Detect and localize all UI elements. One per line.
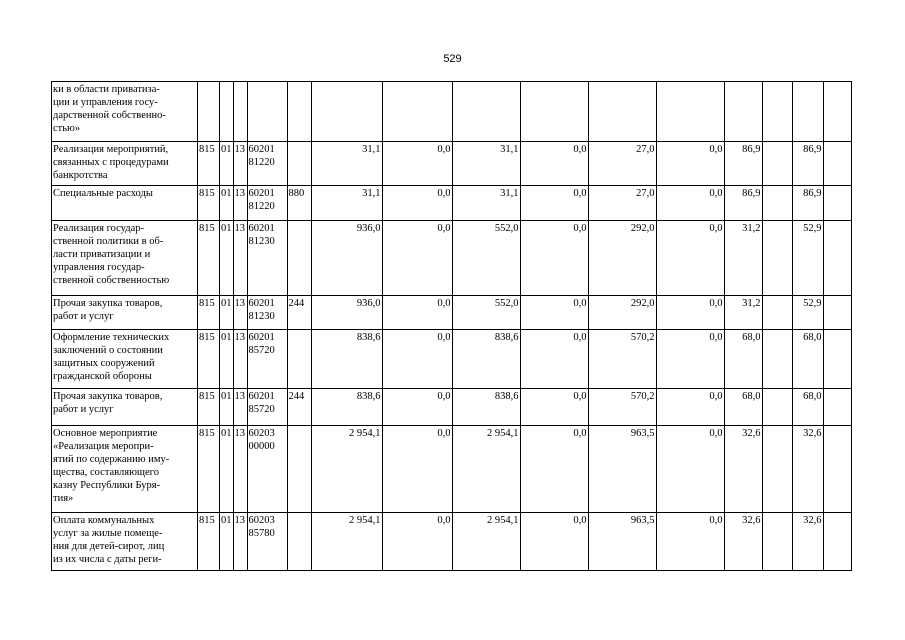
value-v2: 0,0 (382, 426, 452, 513)
value-extra (823, 513, 851, 571)
value-v7: 31,2 (724, 221, 762, 296)
value-v4: 0,0 (520, 221, 588, 296)
value-v4: 0,0 (520, 142, 588, 186)
pr-code: 13 (233, 186, 247, 221)
rz-code: 01 (220, 426, 234, 513)
table-row (52, 186, 852, 221)
row-name (52, 221, 198, 296)
row-name-line: ятий по содержанию иму- (53, 454, 170, 465)
csr-code-line: 85720 (248, 345, 275, 356)
row-name (52, 82, 198, 142)
row-name-line: Оформление технических (53, 332, 170, 343)
table-row (52, 142, 852, 186)
pr-code: 13 (233, 296, 247, 330)
value-v1: 838,6 (311, 330, 382, 389)
row-name (52, 296, 198, 330)
table-row (52, 296, 852, 330)
row-name-line: услуг за жилые помеще- (53, 528, 163, 539)
value-v1: 838,6 (311, 389, 382, 426)
csr-code-line: 60201 (248, 144, 275, 155)
value-v3: 31,1 (452, 142, 520, 186)
value-v4: 0,0 (520, 296, 588, 330)
value-v4: 0,0 (520, 186, 588, 221)
pr-code: 13 (233, 330, 247, 389)
value-v7: 68,0 (724, 389, 762, 426)
csr-code-line: 81220 (248, 201, 275, 212)
value-extra (823, 389, 851, 426)
row-name (52, 513, 198, 571)
pr-code: 13 (233, 142, 247, 186)
budget-table (51, 81, 852, 571)
row-name-line: Прочая закупка товаров, (53, 391, 163, 402)
rz-code: 01 (220, 142, 234, 186)
value-v7: 68,0 (724, 330, 762, 389)
value-v7: 86,9 (724, 186, 762, 221)
vr-code (287, 513, 311, 571)
row-name-line: «Реализация меропри- (53, 441, 154, 452)
rz-code: 01 (220, 296, 234, 330)
value-v1: 936,0 (311, 221, 382, 296)
pr-code (233, 82, 247, 142)
row-name-line: связанных с процедурами (53, 157, 169, 168)
value-v4: 0,0 (520, 330, 588, 389)
value-v5 (588, 82, 656, 142)
value-v2: 0,0 (382, 142, 452, 186)
value-v1: 31,1 (311, 186, 382, 221)
value-v8 (762, 389, 792, 426)
value-v9: 32,6 (792, 426, 823, 513)
csr-code-line: 60201 (248, 223, 275, 234)
value-v2 (382, 82, 452, 142)
value-extra (823, 142, 851, 186)
csr-code-line: 60201 (248, 391, 275, 402)
csr-code-line: 60203 (248, 428, 275, 439)
value-v5: 570,2 (588, 389, 656, 426)
value-v6: 0,0 (656, 221, 724, 296)
value-v2: 0,0 (382, 330, 452, 389)
vr-code (287, 82, 311, 142)
row-name-line: ции и управления госу- (53, 97, 158, 108)
rz-code: 01 (220, 221, 234, 296)
pr-code: 13 (233, 389, 247, 426)
value-v9: 52,9 (792, 221, 823, 296)
csr-code-line: 85780 (248, 528, 275, 539)
value-v6: 0,0 (656, 296, 724, 330)
csr-code (247, 82, 287, 142)
row-name-line: из их числа с даты реги- (53, 554, 162, 565)
gr-code: 815 (198, 330, 220, 389)
row-name-line: защитных сооружений (53, 358, 155, 369)
row-name-line: ственной политики в об- (53, 236, 164, 247)
csr-code-line: 81220 (248, 157, 275, 168)
page-number: 529 (443, 53, 462, 65)
vr-code (287, 142, 311, 186)
gr-code: 815 (198, 186, 220, 221)
vr-code: 244 (287, 296, 311, 330)
value-v8 (762, 186, 792, 221)
row-name-line: Реализация государ- (53, 223, 145, 234)
row-name-line: ки в области приватиза- (53, 84, 160, 95)
row-name-line: гражданской обороны (53, 371, 152, 382)
row-name-line: работ и услуг (53, 311, 114, 322)
row-name (52, 330, 198, 389)
csr-code-line: 60203 (248, 515, 275, 526)
vr-code (287, 330, 311, 389)
table-row (52, 513, 852, 571)
rz-code: 01 (220, 389, 234, 426)
rz-code (220, 82, 234, 142)
value-v6 (656, 82, 724, 142)
table-body (52, 82, 852, 571)
value-v8 (762, 330, 792, 389)
vr-code: 244 (287, 389, 311, 426)
value-v9: 32,6 (792, 513, 823, 571)
csr-code (247, 296, 287, 330)
value-v5: 27,0 (588, 186, 656, 221)
value-extra (823, 426, 851, 513)
gr-code: 815 (198, 221, 220, 296)
value-v7: 32,6 (724, 426, 762, 513)
value-v9 (792, 82, 823, 142)
gr-code: 815 (198, 389, 220, 426)
value-extra (823, 296, 851, 330)
gr-code: 815 (198, 142, 220, 186)
value-v8 (762, 513, 792, 571)
table-row (52, 221, 852, 296)
row-name-line: работ и услуг (53, 404, 114, 415)
csr-code-line: 60201 (248, 188, 275, 199)
row-name-line: ласти приватизации и (53, 249, 151, 260)
gr-code: 815 (198, 513, 220, 571)
csr-code-line: 00000 (248, 441, 275, 452)
row-name (52, 426, 198, 513)
vr-code: 880 (287, 186, 311, 221)
value-v6: 0,0 (656, 142, 724, 186)
value-v2: 0,0 (382, 221, 452, 296)
value-v9: 86,9 (792, 142, 823, 186)
value-v4: 0,0 (520, 389, 588, 426)
value-v4 (520, 82, 588, 142)
row-name-line: щества, составляющего (53, 467, 159, 478)
table-row (52, 330, 852, 389)
value-extra (823, 221, 851, 296)
vr-code (287, 221, 311, 296)
pr-code: 13 (233, 513, 247, 571)
value-v8 (762, 221, 792, 296)
value-v6: 0,0 (656, 389, 724, 426)
value-v3: 31,1 (452, 186, 520, 221)
csr-code-line: 81230 (248, 311, 275, 322)
table-row (52, 389, 852, 426)
csr-code (247, 426, 287, 513)
value-v2: 0,0 (382, 186, 452, 221)
csr-code (247, 186, 287, 221)
value-v1: 936,0 (311, 296, 382, 330)
value-v3: 552,0 (452, 221, 520, 296)
value-v8 (762, 296, 792, 330)
row-name-line: банкротства (53, 170, 108, 181)
value-v5: 27,0 (588, 142, 656, 186)
table-row (52, 82, 852, 142)
value-v5: 292,0 (588, 221, 656, 296)
value-extra (823, 82, 851, 142)
row-name-line: Специальные расходы (53, 188, 153, 199)
row-name-line: дарственной собственно- (53, 110, 166, 121)
csr-code-line: 85720 (248, 404, 275, 415)
value-v6: 0,0 (656, 330, 724, 389)
value-v8 (762, 426, 792, 513)
row-name-line: стью» (53, 123, 81, 134)
value-v6: 0,0 (656, 186, 724, 221)
row-name-line: ственной собственностью (53, 275, 170, 286)
pr-code: 13 (233, 221, 247, 296)
row-name (52, 389, 198, 426)
value-v2: 0,0 (382, 513, 452, 571)
value-v2: 0,0 (382, 389, 452, 426)
value-v3: 2 954,1 (452, 513, 520, 571)
gr-code: 815 (198, 426, 220, 513)
value-v3: 552,0 (452, 296, 520, 330)
value-v8 (762, 82, 792, 142)
value-v1: 31,1 (311, 142, 382, 186)
csr-code (247, 142, 287, 186)
row-name-line: ния для детей-сирот, лиц (53, 541, 165, 552)
value-v9: 86,9 (792, 186, 823, 221)
row-name-line: Реализация мероприятий, (53, 144, 169, 155)
vr-code (287, 426, 311, 513)
csr-code (247, 389, 287, 426)
row-name-line: казну Республики Буря- (53, 480, 161, 491)
value-v5: 292,0 (588, 296, 656, 330)
rz-code: 01 (220, 513, 234, 571)
value-v3: 2 954,1 (452, 426, 520, 513)
csr-code-line: 81230 (248, 236, 275, 247)
value-v3: 838,6 (452, 389, 520, 426)
row-name (52, 186, 198, 221)
value-v1: 2 954,1 (311, 426, 382, 513)
value-v3: 838,6 (452, 330, 520, 389)
value-v5: 963,5 (588, 426, 656, 513)
rz-code: 01 (220, 330, 234, 389)
value-v1 (311, 82, 382, 142)
value-v4: 0,0 (520, 513, 588, 571)
value-v2: 0,0 (382, 296, 452, 330)
value-v6: 0,0 (656, 513, 724, 571)
value-v7: 86,9 (724, 142, 762, 186)
value-v4: 0,0 (520, 426, 588, 513)
value-v5: 570,2 (588, 330, 656, 389)
csr-code-line: 60201 (248, 298, 275, 309)
value-v7: 32,6 (724, 513, 762, 571)
value-v6: 0,0 (656, 426, 724, 513)
csr-code (247, 330, 287, 389)
gr-code (198, 82, 220, 142)
table-row (52, 426, 852, 513)
csr-code (247, 513, 287, 571)
value-extra (823, 186, 851, 221)
value-v3 (452, 82, 520, 142)
value-v8 (762, 142, 792, 186)
value-v7 (724, 82, 762, 142)
value-v1: 2 954,1 (311, 513, 382, 571)
row-name-line: заключений о состоянии (53, 345, 163, 356)
row-name-line: управления государ- (53, 262, 145, 273)
value-v9: 52,9 (792, 296, 823, 330)
gr-code: 815 (198, 296, 220, 330)
row-name-line: Прочая закупка товаров, (53, 298, 163, 309)
csr-code (247, 221, 287, 296)
row-name-line: Основное мероприятие (53, 428, 158, 439)
value-v9: 68,0 (792, 389, 823, 426)
row-name-line: тия» (53, 493, 74, 504)
value-v7: 31,2 (724, 296, 762, 330)
value-v5: 963,5 (588, 513, 656, 571)
rz-code: 01 (220, 186, 234, 221)
row-name-line: Оплата коммунальных (53, 515, 155, 526)
value-v9: 68,0 (792, 330, 823, 389)
row-name (52, 142, 198, 186)
value-extra (823, 330, 851, 389)
pr-code: 13 (233, 426, 247, 513)
csr-code-line: 60201 (248, 332, 275, 343)
